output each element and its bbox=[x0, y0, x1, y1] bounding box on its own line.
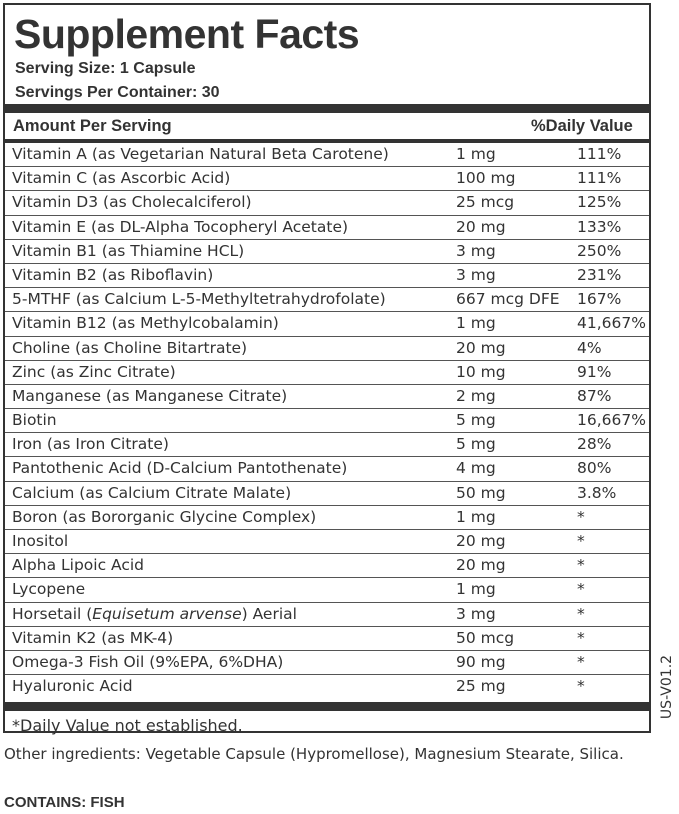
table-row bbox=[5, 361, 649, 385]
nutrient-name: Alpha Lipoic Acid bbox=[12, 556, 145, 575]
nutrient-amount: 20 mg bbox=[456, 338, 506, 357]
nutrient-daily-value: 167% bbox=[577, 290, 622, 309]
nutrient-amount: 1 mg bbox=[456, 507, 496, 526]
nutrient-name: Vitamin B1 (as Thiamine HCL) bbox=[12, 241, 245, 260]
nutrient-name: Lycopene bbox=[12, 580, 86, 599]
nutrient-amount: 5 mg bbox=[456, 411, 496, 430]
nutrient-name: Vitamin B2 (as Riboflavin) bbox=[12, 265, 214, 284]
nutrient-name: Vitamin E (as DL-Alpha Tocopheryl Acetate) bbox=[12, 217, 349, 236]
nutrient-daily-value: * bbox=[577, 507, 585, 526]
nutrient-name: Vitamin K2 (as MK-4) bbox=[12, 628, 174, 647]
nutrient-daily-value: * bbox=[577, 628, 585, 647]
nutrient-daily-value: 80% bbox=[577, 459, 612, 478]
table-row bbox=[5, 216, 649, 240]
nutrient-amount: 2 mg bbox=[456, 386, 496, 405]
nutrient-amount: 20 mg bbox=[456, 556, 506, 575]
nutrient-name: Zinc (as Zinc Citrate) bbox=[12, 362, 176, 381]
header-daily-value: %Daily Value bbox=[531, 117, 633, 135]
thick-divider bbox=[5, 104, 649, 113]
nutrient-daily-value: 91% bbox=[577, 362, 612, 381]
nutrient-name: Pantothenic Acid (D-Calcium Pantothenate) bbox=[12, 459, 348, 478]
nutrient-daily-value: 133% bbox=[577, 217, 622, 236]
table-row bbox=[5, 409, 649, 433]
table-row bbox=[5, 385, 649, 409]
table-row bbox=[5, 578, 649, 602]
nutrient-name: Vitamin A (as Vegetarian Natural Beta Carotene) bbox=[12, 145, 389, 163]
nutrient-amount: 25 mg bbox=[456, 677, 506, 696]
nutrient-amount: 3 mg bbox=[456, 604, 496, 623]
bottom-divider bbox=[5, 702, 649, 711]
supplement-facts-panel bbox=[3, 3, 651, 733]
table-row bbox=[5, 530, 649, 554]
other-ingredients: Other ingredients: Vegetable Capsule (Hypromellose), Magnesium Stearate, Silica. bbox=[4, 745, 624, 763]
serving-size: Serving Size: 1 Capsule bbox=[15, 60, 196, 77]
table-row bbox=[5, 482, 649, 506]
nutrient-daily-value: 250% bbox=[577, 241, 622, 260]
nutrient-daily-value: * bbox=[577, 677, 585, 696]
table-row bbox=[5, 191, 649, 215]
nutrient-daily-value: 28% bbox=[577, 435, 612, 454]
nutrient-name bbox=[12, 603, 297, 626]
table-row bbox=[5, 675, 649, 699]
nutrient-daily-value: 16,667% bbox=[577, 411, 646, 430]
nutrient-name: Choline (as Choline Bitartrate) bbox=[12, 338, 248, 357]
nutrient-amount: 1 mg bbox=[456, 145, 496, 163]
nutrient-name: Vitamin C (as Ascorbic Acid) bbox=[12, 169, 231, 188]
table-row bbox=[5, 288, 649, 312]
nutrient-daily-value: * bbox=[577, 652, 585, 671]
table-row bbox=[5, 627, 649, 651]
nutrient-daily-value: 111% bbox=[577, 169, 622, 188]
nutrient-name: Boron (as Bororganic Glycine Complex) bbox=[12, 507, 317, 526]
nutrient-amount: 20 mg bbox=[456, 532, 506, 550]
nutrient-amount: 3 mg bbox=[456, 241, 496, 260]
nutrient-name-latin: Equisetum arvense bbox=[92, 604, 242, 623]
table-row bbox=[5, 603, 649, 627]
nutrient-name: Vitamin B12 (as Methylcobalamin) bbox=[12, 314, 279, 333]
daily-value-footnote: *Daily Value not established. bbox=[12, 716, 243, 735]
nutrient-amount: 1 mg bbox=[456, 580, 496, 599]
nutrient-amount: 667 mcg DFE bbox=[456, 290, 560, 309]
nutrient-name: Hyaluronic Acid bbox=[12, 677, 133, 696]
nutrient-daily-value: 4% bbox=[577, 338, 602, 357]
table-row bbox=[5, 264, 649, 288]
nutrient-daily-value: * bbox=[577, 580, 585, 599]
nutrient-amount: 100 mg bbox=[456, 169, 516, 188]
servings-per-container: Servings Per Container: 30 bbox=[15, 84, 220, 101]
nutrient-amount: 50 mg bbox=[456, 483, 506, 502]
nutrient-name: Manganese (as Manganese Citrate) bbox=[12, 386, 288, 405]
nutrient-daily-value: 111% bbox=[577, 145, 622, 163]
nutrient-name: Biotin bbox=[12, 411, 57, 430]
nutrient-amount: 50 mcg bbox=[456, 628, 515, 647]
nutrient-name-prefix: Horsetail ( bbox=[12, 604, 93, 623]
nutrient-amount: 4 mg bbox=[456, 459, 496, 478]
version-code-text: US-V01.2 bbox=[659, 654, 675, 720]
header-amount-per-serving: Amount Per Serving bbox=[13, 117, 172, 135]
allergen-statement: CONTAINS: FISH bbox=[4, 794, 125, 811]
nutrient-daily-value: * bbox=[577, 532, 585, 550]
table-row bbox=[5, 312, 649, 336]
nutrient-daily-value: 125% bbox=[577, 193, 622, 212]
nutrient-name-suffix: ) Aerial bbox=[241, 604, 297, 623]
table-row bbox=[5, 240, 649, 264]
nutrient-daily-value: 231% bbox=[577, 265, 622, 284]
nutrient-name: Iron (as Iron Citrate) bbox=[12, 435, 169, 454]
table-row bbox=[5, 337, 649, 361]
nutrient-amount: 5 mg bbox=[456, 435, 496, 454]
table-row bbox=[5, 143, 649, 167]
nutrient-amount: 90 mg bbox=[456, 652, 506, 671]
nutrient-daily-value: * bbox=[577, 556, 585, 575]
nutrient-daily-value: 3.8% bbox=[577, 483, 617, 502]
nutrient-name: 5-MTHF (as Calcium L-5-Methyltetrahydrofolate) bbox=[12, 290, 386, 309]
nutrient-daily-value: 87% bbox=[577, 386, 612, 405]
table-row bbox=[5, 651, 649, 675]
table-row bbox=[5, 457, 649, 481]
nutrient-name: Omega-3 Fish Oil (9%EPA, 6%DHA) bbox=[12, 652, 284, 671]
nutrient-table bbox=[5, 143, 649, 699]
nutrient-daily-value: 41,667% bbox=[577, 314, 646, 333]
nutrient-amount: 10 mg bbox=[456, 362, 506, 381]
nutrient-name: Calcium (as Calcium Citrate Malate) bbox=[12, 483, 292, 502]
table-row bbox=[5, 506, 649, 530]
table-row bbox=[5, 167, 649, 191]
nutrient-amount: 1 mg bbox=[456, 314, 496, 333]
table-row bbox=[5, 554, 649, 578]
panel-title: Supplement Facts bbox=[14, 11, 360, 57]
version-code bbox=[656, 642, 678, 732]
nutrient-amount: 20 mg bbox=[456, 217, 506, 236]
nutrient-amount: 25 mcg bbox=[456, 193, 515, 212]
nutrient-name: Inositol bbox=[12, 532, 69, 550]
nutrient-name: Vitamin D3 (as Cholecalciferol) bbox=[12, 193, 252, 212]
nutrient-amount: 3 mg bbox=[456, 265, 496, 284]
nutrient-daily-value: * bbox=[577, 604, 585, 623]
table-row bbox=[5, 433, 649, 457]
